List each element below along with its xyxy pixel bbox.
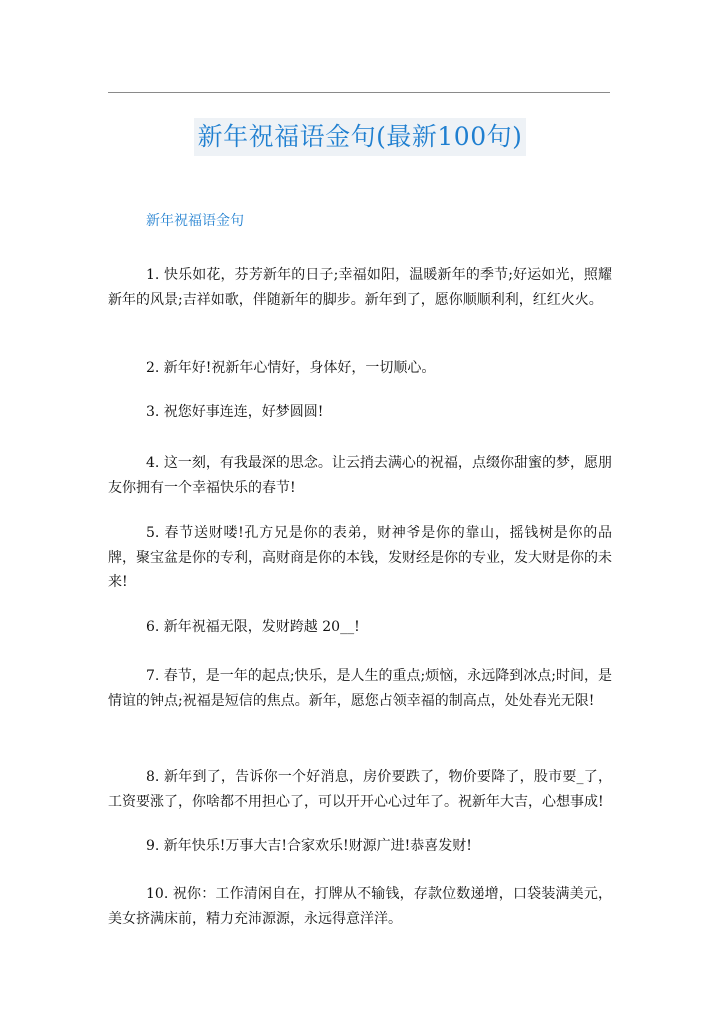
document-title: 新年祝福语金句(最新100句) [194,118,527,156]
paragraph-6: 6. 新年祝福无限，发财跨越 20__! [146,619,360,635]
paragraph-7: 7. 春节，是一年的起点;快乐，是人生的重点;烦恼，永远降到冰点;时间，是情谊的钟点;祝福是短信的焦点。新年，愿您占领幸福的制高点，处处春光无限! [108,668,612,709]
paragraph-10: 10. 祝你：工作清闲自在，打牌从不输钱，存款位数递增，口袋装满美元，美女挤满床前，精力充沛源源，永远得意洋洋。 [108,886,612,927]
paragraph-5: 5. 春节送财喽!孔方兄是你的表弟，财神爷是你的靠山，摇钱树是你的品牌，聚宝盆是你的专利，高财商是你的本钱，发财经是你的专业，发大财是你的未来! [108,525,612,590]
section-heading: 新年祝福语金句 [146,213,244,229]
paragraph-3: 3. 祝您好事连连，好梦圆圆! [146,404,324,420]
paragraph-2: 2. 新年好!祝新年心情好，身体好，一切顺心。 [146,360,436,376]
paragraph-9: 9. 新年快乐!万事大吉!合家欢乐!财源广进!恭喜发财! [146,838,472,854]
paragraph-4: 4. 这一刻，有我最深的思念。让云捎去满心的祝福，点缀你甜蜜的梦，愿朋友你拥有一个幸福快乐的春节! [108,455,612,496]
title-container [0,118,720,156]
top-divider [108,92,610,93]
paragraph-1: 1. 快乐如花，芬芳新年的日子;幸福如阳，温暖新年的季节;好运如光，照耀新年的风景;吉祥如歌，伴随新年的脚步。新年到了，愿你顺顺利利，红红火火。 [108,267,612,308]
paragraph-8: 8. 新年到了，告诉你一个好消息，房价要跌了，物价要降了，股市要_了，工资要涨了，你啥都不用担心了，可以开开心心过年了。祝新年大吉，心想事成! [108,769,612,810]
